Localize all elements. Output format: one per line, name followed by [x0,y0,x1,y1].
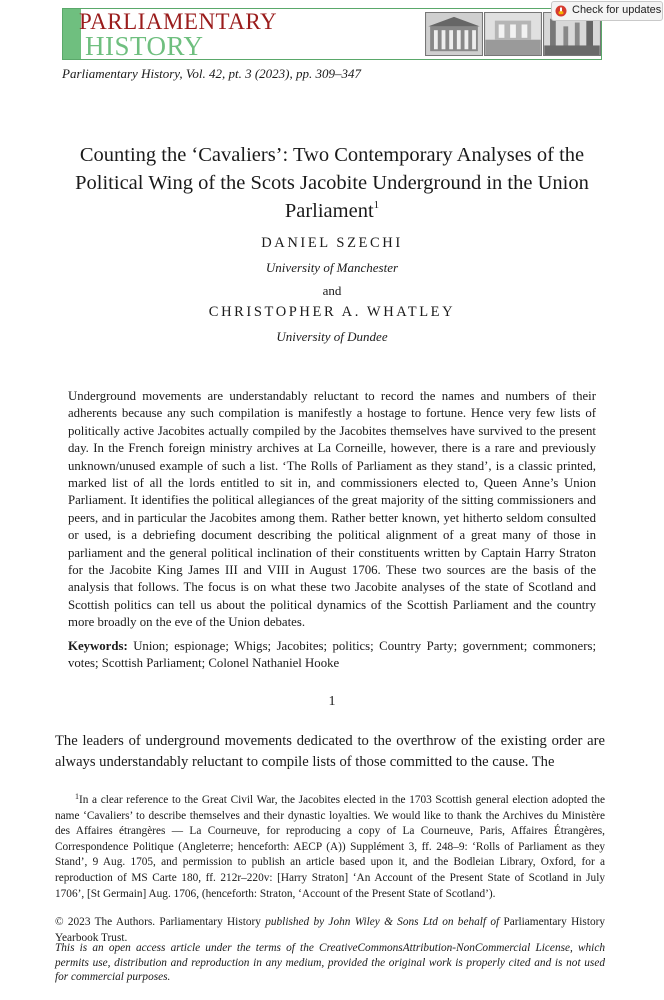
body-paragraph: The leaders of underground movements dedicated to the overthrow of the existing order are always understandably reluctant to compile lists of those committed to the cause. The [55,733,605,770]
copyright-trust: Parliamentary History Yearbook Trust. [55,916,606,944]
author-name-2: CHRISTOPHER A. WHATLEY [208,304,456,320]
check-for-updates-button[interactable] [551,1,663,21]
keywords [68,638,596,673]
masthead-title-line1: PARLIAMENTARY [79,9,278,34]
footnote-text: In a clear reference to the Great Civil War, the Jacobites elected in the 1703 Scottish general election adopted the name ‘Cavaliers’ to describe themselves and their dynastic loyalties. We would like to thank the Archives du Ministère des Affaires étrangères — La Courneuve, for reproducing a copy of La Courneuve, Paris, Affaires Étrangères, Correspondence Politique (Angleterre; henceforth: AECP (A)) Supplément 3, ff. 248–9: ‘Rolls of Parliament as they Stand’, 9 Aug. 1705, and permission to publish an article based upon it, and the Bodleian Library, Oxford, for a reproduction of MS Carte 180, ff. 212r–220v: [Harry Straton] ‘An Account of the Present State of Scotland in July 1706’, [St Germain] Aug. 1706, (henceforth: Straton, ‘Account of the Present State of Scotland’). [55,794,605,900]
author-conjunction: and [322,283,342,298]
title-footnote-marker[interactable]: 1 [373,199,380,211]
keywords-label: Keywords: [68,639,128,653]
footnote-marker: 1 [75,792,79,801]
article-title-text: Counting the ‘Cavaliers’: Two Contemporary Analyses of the Political Wing of the Scots Jacobite Underground in the Union Parliament [75,144,589,222]
license-notice: This is an open access article under the terms of the CreativeCommonsAttribution-NonCommercial License, which permits use, distribution and reproduction in any medium, provided the original work is properly cited and is not used for commercial purposes. [55,942,605,984]
abstract: Underground movements are understandably reluctant to record the names and numbers of their adherents because any such compilation is manifestly a hostage to fortune. Hence very few lists of politically active Jacobites actually compiled by the Jacobites themselves have survived to the present day. In the French foreign ministry archives at La Corneille, however, there is a rare and previously unknown/unused example of such a list. ‘The Rolls of Parliament as they stand’, is a classic printed, marked list of all the lords entitled to sit in, and commissioners elected to, Queen Anne’s Union Parliament. It identifies the political allegiances of the great majority of the sitting commissioners and peers, and in particular the Jacobites among them. Rather better known, yet hitherto seldom consulted or used, is a debriefing document describing the political alignment of a great many of those in parliament and the general political inclination of their constituents written by Captain Harry Straton for the Jacobite King James III and VIII in August 1706. These two sources are the basis of the analysis that follows. The focus is on what these two Jacobite analyses of the state of Scotland and Scottish politics can tell us about the political dynamics of the Scottish Parliament and the country more broadly on the eve of the Union debates. [68,389,596,630]
copyright-publisher: published by John Wiley & Sons Ltd on behalf of [265,916,500,928]
keywords-list: Union; espionage; Whigs; Jacobites; politics; Country Party; government; commoners; votes; Scottish Parliament; Colonel Nathaniel Hooke [68,639,597,671]
crossmark-icon [555,5,567,17]
journal-citation: Parliamentary History, Vol. 42, pt. 3 (2023), pp. 309–347 [62,66,361,81]
footnote-1 [55,793,605,902]
copyright-journal: Parliamentary History [159,916,261,928]
article-title [50,141,614,225]
author-affiliation-1: University of Manchester [265,260,399,275]
section-number: 1 [328,694,336,709]
copyright-prefix: © 2023 The Authors. [55,916,156,928]
masthead-photo-building [425,12,483,56]
masthead-photo-chamber [484,12,542,56]
masthead-title-line2: HISTORY [85,31,204,61]
check-for-updates-label: Check for updates [572,4,662,16]
author-affiliation-2: University of Dundee [276,329,388,344]
author-name-1: DANIEL SZECHI [261,235,403,251]
journal-masthead [62,8,602,60]
